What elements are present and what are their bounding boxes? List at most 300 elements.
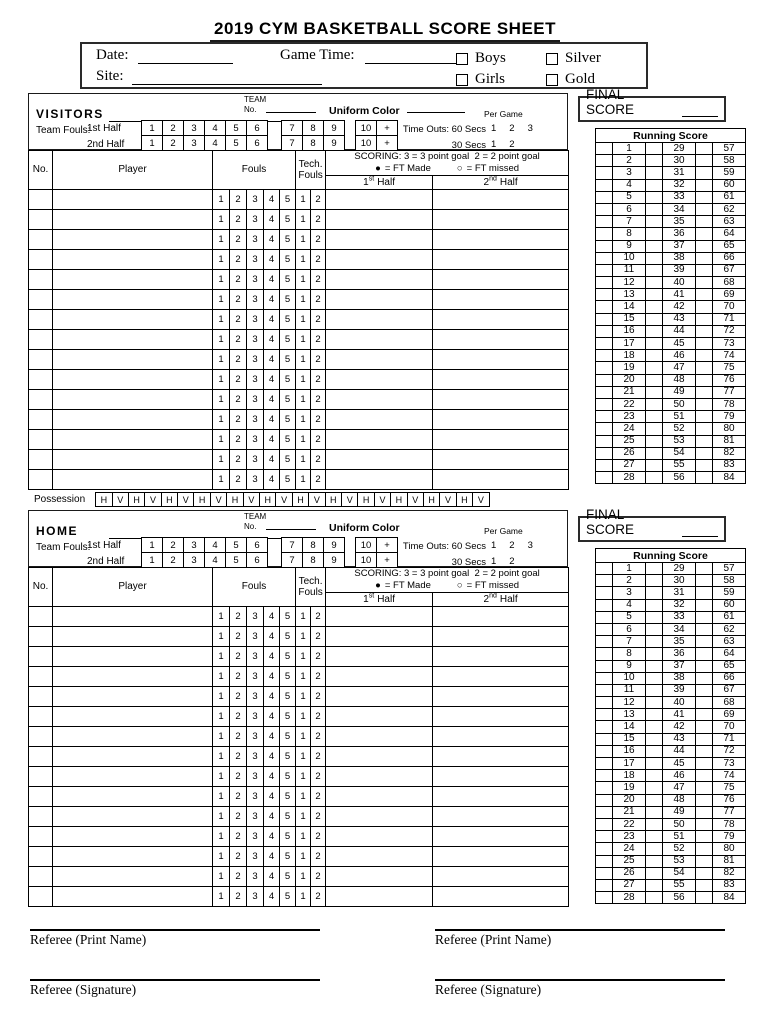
possession-cell[interactable]: H [226, 492, 243, 507]
running-score-mark-cell[interactable] [696, 143, 713, 155]
possession-cell[interactable]: V [439, 492, 456, 507]
running-score-mark-cell[interactable] [696, 338, 713, 350]
second-half-scoring-cell[interactable] [433, 746, 569, 766]
team-foul-number-cell[interactable]: 7 [281, 552, 303, 568]
player-name-cell[interactable] [53, 886, 213, 906]
team-foul-number-cell[interactable]: 2 [162, 135, 184, 151]
running-score-number[interactable]: 11 [613, 264, 646, 276]
tech-foul-number-cell[interactable]: 2 [311, 826, 326, 846]
player-number-cell[interactable] [29, 429, 53, 449]
tech-foul-number-cell[interactable]: 2 [311, 449, 326, 469]
running-score-number[interactable]: 65 [713, 240, 746, 252]
foul-number-cell[interactable]: 5 [280, 189, 296, 209]
team-foul-number-cell[interactable]: 4 [204, 120, 226, 136]
possession-cell[interactable]: H [95, 492, 112, 507]
first-half-scoring-cell[interactable] [326, 269, 433, 289]
player-number-cell[interactable] [29, 706, 53, 726]
player-number-cell[interactable] [29, 329, 53, 349]
running-score-mark-cell[interactable] [696, 660, 713, 672]
running-score-mark-cell[interactable] [696, 264, 713, 276]
foul-number-cell[interactable]: 5 [280, 666, 296, 686]
running-score-number[interactable]: 61 [713, 191, 746, 203]
running-score-mark-cell[interactable] [696, 252, 713, 264]
foul-number-cell[interactable]: 4 [264, 606, 280, 626]
foul-number-cell[interactable]: 5 [280, 886, 296, 906]
running-score-mark-cell[interactable] [646, 672, 663, 684]
possession-cell[interactable]: H [259, 492, 276, 507]
running-score-number[interactable]: 14 [613, 301, 646, 313]
running-score-mark-cell[interactable] [696, 398, 713, 410]
foul-number-cell[interactable]: 5 [280, 229, 296, 249]
timeout-number[interactable]: 3 [527, 123, 533, 134]
player-number-cell[interactable] [29, 726, 53, 746]
player-name-cell[interactable] [53, 289, 213, 309]
first-half-scoring-cell[interactable] [326, 806, 433, 826]
running-score-mark-cell[interactable] [696, 623, 713, 635]
running-score-number[interactable]: 46 [663, 770, 696, 782]
running-score-number[interactable]: 45 [663, 758, 696, 770]
first-half-scoring-cell[interactable] [326, 229, 433, 249]
second-half-scoring-cell[interactable] [433, 409, 569, 429]
running-score-mark-cell[interactable] [696, 770, 713, 782]
foul-number-cell[interactable]: 1 [213, 846, 230, 866]
running-score-mark-cell[interactable] [596, 697, 613, 709]
team-foul-number-cell[interactable]: 3 [183, 135, 205, 151]
first-half-scoring-cell[interactable] [326, 309, 433, 329]
running-score-mark-cell[interactable] [596, 472, 613, 484]
tech-foul-number-cell[interactable]: 1 [296, 369, 311, 389]
second-half-scoring-cell[interactable] [433, 806, 569, 826]
running-score-number[interactable]: 4 [613, 179, 646, 191]
running-score-number[interactable]: 68 [713, 277, 746, 289]
foul-number-cell[interactable]: 3 [247, 329, 264, 349]
running-score-number[interactable]: 15 [613, 313, 646, 325]
running-score-number[interactable]: 7 [613, 636, 646, 648]
running-score-mark-cell[interactable] [596, 228, 613, 240]
possession-cell[interactable]: V [177, 492, 194, 507]
running-score-mark-cell[interactable] [696, 721, 713, 733]
tech-foul-number-cell[interactable]: 2 [311, 429, 326, 449]
foul-number-cell[interactable]: 1 [213, 886, 230, 906]
running-score-mark-cell[interactable] [646, 155, 663, 167]
running-score-mark-cell[interactable] [696, 277, 713, 289]
foul-number-cell[interactable]: 2 [230, 209, 247, 229]
running-score-mark-cell[interactable] [696, 843, 713, 855]
foul-number-cell[interactable]: 2 [230, 469, 247, 489]
running-score-mark-cell[interactable] [646, 831, 663, 843]
running-score-mark-cell[interactable] [646, 867, 663, 879]
running-score-number[interactable]: 4 [613, 599, 646, 611]
first-half-scoring-cell[interactable] [326, 766, 433, 786]
foul-number-cell[interactable]: 1 [213, 866, 230, 886]
running-score-mark-cell[interactable] [646, 794, 663, 806]
running-score-mark-cell[interactable] [646, 599, 663, 611]
player-number-cell[interactable] [29, 626, 53, 646]
running-score-number[interactable]: 84 [713, 892, 746, 904]
tech-foul-number-cell[interactable]: 2 [311, 349, 326, 369]
running-score-mark-cell[interactable] [696, 179, 713, 191]
running-score-mark-cell[interactable] [596, 733, 613, 745]
running-score-mark-cell[interactable] [646, 423, 663, 435]
tech-foul-number-cell[interactable]: 2 [311, 746, 326, 766]
timeout-number[interactable]: 2 [509, 540, 515, 551]
first-half-scoring-cell[interactable] [326, 866, 433, 886]
running-score-number[interactable]: 44 [663, 745, 696, 757]
running-score-number[interactable]: 66 [713, 252, 746, 264]
running-score-mark-cell[interactable] [646, 143, 663, 155]
foul-number-cell[interactable]: 5 [280, 746, 296, 766]
foul-number-cell[interactable]: 4 [264, 866, 280, 886]
possession-cell[interactable]: V [243, 492, 260, 507]
foul-number-cell[interactable]: 4 [264, 389, 280, 409]
foul-number-cell[interactable]: 5 [280, 309, 296, 329]
running-score-number[interactable]: 77 [713, 806, 746, 818]
foul-number-cell[interactable]: 2 [230, 189, 247, 209]
running-score-number[interactable]: 61 [713, 611, 746, 623]
running-score-mark-cell[interactable] [646, 879, 663, 891]
foul-number-cell[interactable]: 2 [230, 606, 247, 626]
running-score-number[interactable]: 30 [663, 155, 696, 167]
player-name-cell[interactable] [53, 786, 213, 806]
team-foul-number-cell[interactable]: 5 [225, 135, 247, 151]
tech-foul-number-cell[interactable]: 1 [296, 826, 311, 846]
running-score-number[interactable]: 14 [613, 721, 646, 733]
tech-foul-number-cell[interactable]: 1 [296, 886, 311, 906]
first-half-scoring-cell[interactable] [326, 706, 433, 726]
foul-number-cell[interactable]: 2 [230, 369, 247, 389]
running-score-mark-cell[interactable] [646, 228, 663, 240]
running-score-number[interactable]: 52 [663, 843, 696, 855]
running-score-number[interactable]: 43 [663, 733, 696, 745]
player-name-cell[interactable] [53, 189, 213, 209]
foul-number-cell[interactable]: 4 [264, 289, 280, 309]
running-score-number[interactable]: 20 [613, 374, 646, 386]
team-foul-number-cell[interactable]: 4 [204, 537, 226, 553]
team-foul-number-cell[interactable]: 4 [204, 135, 226, 151]
team-foul-number-cell[interactable]: 10 [355, 120, 377, 136]
running-score-number[interactable]: 8 [613, 228, 646, 240]
player-number-cell[interactable] [29, 189, 53, 209]
foul-number-cell[interactable]: 3 [247, 429, 264, 449]
foul-number-cell[interactable]: 2 [230, 289, 247, 309]
tech-foul-number-cell[interactable]: 2 [311, 726, 326, 746]
first-half-scoring-cell[interactable] [326, 726, 433, 746]
foul-number-cell[interactable]: 1 [213, 329, 230, 349]
running-score-mark-cell[interactable] [596, 843, 613, 855]
second-half-scoring-cell[interactable] [433, 209, 569, 229]
tech-foul-number-cell[interactable]: 1 [296, 309, 311, 329]
running-score-number[interactable]: 41 [663, 709, 696, 721]
tech-foul-number-cell[interactable]: 1 [296, 746, 311, 766]
first-half-scoring-cell[interactable] [326, 289, 433, 309]
first-half-scoring-cell[interactable] [326, 826, 433, 846]
team-number-field[interactable] [266, 520, 316, 530]
foul-number-cell[interactable]: 2 [230, 806, 247, 826]
running-score-number[interactable]: 77 [713, 386, 746, 398]
foul-number-cell[interactable]: 2 [230, 686, 247, 706]
running-score-mark-cell[interactable] [596, 867, 613, 879]
foul-number-cell[interactable]: 3 [247, 349, 264, 369]
silver-checkbox[interactable] [546, 53, 558, 65]
running-score-number[interactable]: 80 [713, 423, 746, 435]
second-half-scoring-cell[interactable] [433, 349, 569, 369]
site-field[interactable] [132, 73, 322, 85]
running-score-mark-cell[interactable] [646, 782, 663, 794]
running-score-number[interactable]: 83 [713, 459, 746, 471]
player-name-cell[interactable] [53, 846, 213, 866]
foul-number-cell[interactable]: 3 [247, 309, 264, 329]
running-score-mark-cell[interactable] [596, 398, 613, 410]
foul-number-cell[interactable]: 5 [280, 429, 296, 449]
foul-number-cell[interactable]: 1 [213, 229, 230, 249]
running-score-number[interactable]: 67 [713, 264, 746, 276]
tech-foul-number-cell[interactable]: 2 [311, 249, 326, 269]
running-score-number[interactable]: 34 [663, 623, 696, 635]
foul-number-cell[interactable]: 3 [247, 189, 264, 209]
foul-number-cell[interactable]: 4 [264, 189, 280, 209]
running-score-number[interactable]: 49 [663, 806, 696, 818]
running-score-mark-cell[interactable] [596, 660, 613, 672]
running-score-number[interactable]: 9 [613, 660, 646, 672]
foul-number-cell[interactable]: 3 [247, 626, 264, 646]
tech-foul-number-cell[interactable]: 1 [296, 389, 311, 409]
running-score-mark-cell[interactable] [696, 855, 713, 867]
running-score-number[interactable]: 82 [713, 447, 746, 459]
foul-number-cell[interactable]: 2 [230, 309, 247, 329]
running-score-mark-cell[interactable] [596, 277, 613, 289]
running-score-mark-cell[interactable] [646, 575, 663, 587]
running-score-mark-cell[interactable] [646, 660, 663, 672]
tech-foul-number-cell[interactable]: 2 [311, 606, 326, 626]
running-score-mark-cell[interactable] [596, 423, 613, 435]
foul-number-cell[interactable]: 4 [264, 846, 280, 866]
second-half-scoring-cell[interactable] [433, 706, 569, 726]
running-score-number[interactable]: 32 [663, 599, 696, 611]
foul-number-cell[interactable]: 2 [230, 846, 247, 866]
foul-number-cell[interactable]: 2 [230, 349, 247, 369]
running-score-number[interactable]: 36 [663, 648, 696, 660]
running-score-mark-cell[interactable] [596, 745, 613, 757]
player-name-cell[interactable] [53, 209, 213, 229]
player-number-cell[interactable] [29, 309, 53, 329]
foul-number-cell[interactable]: 1 [213, 626, 230, 646]
running-score-number[interactable]: 26 [613, 867, 646, 879]
player-number-cell[interactable] [29, 349, 53, 369]
tech-foul-number-cell[interactable]: 1 [296, 806, 311, 826]
running-score-mark-cell[interactable] [646, 338, 663, 350]
running-score-number[interactable]: 44 [663, 325, 696, 337]
foul-number-cell[interactable]: 1 [213, 389, 230, 409]
player-name-cell[interactable] [53, 349, 213, 369]
game-time-field[interactable] [365, 52, 465, 64]
first-half-scoring-cell[interactable] [326, 449, 433, 469]
foul-number-cell[interactable]: 4 [264, 249, 280, 269]
foul-number-cell[interactable]: 3 [247, 786, 264, 806]
tech-foul-number-cell[interactable]: 1 [296, 469, 311, 489]
foul-number-cell[interactable]: 3 [247, 369, 264, 389]
running-score-number[interactable]: 28 [613, 472, 646, 484]
running-score-mark-cell[interactable] [696, 672, 713, 684]
running-score-number[interactable]: 73 [713, 338, 746, 350]
running-score-number[interactable]: 52 [663, 423, 696, 435]
running-score-number[interactable]: 2 [613, 575, 646, 587]
player-name-cell[interactable] [53, 686, 213, 706]
running-score-number[interactable]: 25 [613, 435, 646, 447]
tech-foul-number-cell[interactable]: 1 [296, 686, 311, 706]
running-score-number[interactable]: 50 [663, 818, 696, 830]
first-half-scoring-cell[interactable] [326, 249, 433, 269]
player-number-cell[interactable] [29, 209, 53, 229]
player-name-cell[interactable] [53, 826, 213, 846]
foul-number-cell[interactable]: 3 [247, 886, 264, 906]
tech-foul-number-cell[interactable]: 1 [296, 726, 311, 746]
foul-number-cell[interactable]: 1 [213, 646, 230, 666]
second-half-scoring-cell[interactable] [433, 429, 569, 449]
running-score-mark-cell[interactable] [696, 587, 713, 599]
running-score-number[interactable]: 72 [713, 745, 746, 757]
possession-cell[interactable]: V [210, 492, 227, 507]
foul-number-cell[interactable]: 3 [247, 806, 264, 826]
foul-number-cell[interactable]: 4 [264, 329, 280, 349]
running-score-mark-cell[interactable] [696, 794, 713, 806]
running-score-mark-cell[interactable] [596, 362, 613, 374]
running-score-mark-cell[interactable] [646, 398, 663, 410]
running-score-mark-cell[interactable] [646, 240, 663, 252]
foul-number-cell[interactable]: 4 [264, 806, 280, 826]
running-score-number[interactable]: 27 [613, 459, 646, 471]
running-score-mark-cell[interactable] [646, 758, 663, 770]
foul-number-cell[interactable]: 2 [230, 269, 247, 289]
timeout-number[interactable]: 1 [491, 540, 497, 551]
girls-checkbox[interactable] [456, 74, 468, 86]
running-score-mark-cell[interactable] [696, 599, 713, 611]
tech-foul-number-cell[interactable]: 2 [311, 666, 326, 686]
player-number-cell[interactable] [29, 866, 53, 886]
running-score-number[interactable]: 59 [713, 167, 746, 179]
running-score-number[interactable]: 12 [613, 697, 646, 709]
running-score-number[interactable]: 69 [713, 289, 746, 301]
player-name-cell[interactable] [53, 369, 213, 389]
tech-foul-number-cell[interactable]: 1 [296, 349, 311, 369]
timeout-number[interactable]: 1 [491, 139, 497, 150]
running-score-mark-cell[interactable] [596, 709, 613, 721]
player-name-cell[interactable] [53, 806, 213, 826]
running-score-mark-cell[interactable] [696, 435, 713, 447]
foul-number-cell[interactable]: 4 [264, 429, 280, 449]
foul-number-cell[interactable]: 1 [213, 686, 230, 706]
player-name-cell[interactable] [53, 309, 213, 329]
tech-foul-number-cell[interactable]: 2 [311, 626, 326, 646]
foul-number-cell[interactable]: 1 [213, 449, 230, 469]
tech-foul-number-cell[interactable]: 1 [296, 786, 311, 806]
running-score-number[interactable]: 18 [613, 770, 646, 782]
second-half-scoring-cell[interactable] [433, 666, 569, 686]
running-score-number[interactable]: 1 [613, 563, 646, 575]
team-foul-number-cell[interactable]: 8 [302, 135, 324, 151]
running-score-mark-cell[interactable] [646, 709, 663, 721]
running-score-number[interactable]: 78 [713, 398, 746, 410]
running-score-number[interactable]: 1 [613, 143, 646, 155]
foul-number-cell[interactable]: 1 [213, 369, 230, 389]
running-score-number[interactable]: 62 [713, 203, 746, 215]
running-score-mark-cell[interactable] [596, 684, 613, 696]
running-score-number[interactable]: 60 [713, 599, 746, 611]
running-score-mark-cell[interactable] [596, 623, 613, 635]
running-score-mark-cell[interactable] [596, 179, 613, 191]
running-score-mark-cell[interactable] [696, 892, 713, 904]
team-foul-number-cell[interactable]: 6 [246, 537, 268, 553]
team-foul-number-cell[interactable]: 10 [355, 135, 377, 151]
running-score-mark-cell[interactable] [696, 831, 713, 843]
running-score-number[interactable]: 47 [663, 782, 696, 794]
running-score-mark-cell[interactable] [596, 648, 613, 660]
running-score-mark-cell[interactable] [596, 855, 613, 867]
foul-number-cell[interactable]: 3 [247, 746, 264, 766]
running-score-number[interactable]: 3 [613, 587, 646, 599]
foul-number-cell[interactable]: 1 [213, 806, 230, 826]
running-score-number[interactable]: 10 [613, 252, 646, 264]
running-score-number[interactable]: 41 [663, 289, 696, 301]
running-score-number[interactable]: 35 [663, 216, 696, 228]
player-name-cell[interactable] [53, 269, 213, 289]
foul-number-cell[interactable]: 1 [213, 766, 230, 786]
running-score-number[interactable]: 57 [713, 143, 746, 155]
player-name-cell[interactable] [53, 746, 213, 766]
running-score-number[interactable]: 22 [613, 398, 646, 410]
foul-number-cell[interactable]: 5 [280, 369, 296, 389]
foul-number-cell[interactable]: 1 [213, 269, 230, 289]
foul-number-cell[interactable]: 4 [264, 726, 280, 746]
foul-number-cell[interactable]: 2 [230, 786, 247, 806]
running-score-mark-cell[interactable] [596, 386, 613, 398]
running-score-mark-cell[interactable] [646, 472, 663, 484]
running-score-mark-cell[interactable] [696, 447, 713, 459]
first-half-scoring-cell[interactable] [326, 786, 433, 806]
tech-foul-number-cell[interactable]: 1 [296, 229, 311, 249]
running-score-number[interactable]: 46 [663, 350, 696, 362]
foul-number-cell[interactable]: 3 [247, 646, 264, 666]
team-foul-number-cell[interactable]: 3 [183, 120, 205, 136]
running-score-mark-cell[interactable] [696, 648, 713, 660]
foul-number-cell[interactable]: 4 [264, 469, 280, 489]
second-half-scoring-cell[interactable] [433, 686, 569, 706]
running-score-number[interactable]: 53 [663, 855, 696, 867]
player-number-cell[interactable] [29, 369, 53, 389]
running-score-mark-cell[interactable] [596, 806, 613, 818]
running-score-mark-cell[interactable] [646, 411, 663, 423]
running-score-mark-cell[interactable] [646, 892, 663, 904]
running-score-mark-cell[interactable] [696, 216, 713, 228]
foul-number-cell[interactable]: 3 [247, 766, 264, 786]
foul-number-cell[interactable]: 4 [264, 746, 280, 766]
running-score-number[interactable]: 43 [663, 313, 696, 325]
first-half-scoring-cell[interactable] [326, 646, 433, 666]
second-half-scoring-cell[interactable] [433, 866, 569, 886]
player-number-cell[interactable] [29, 646, 53, 666]
running-score-mark-cell[interactable] [596, 143, 613, 155]
foul-number-cell[interactable]: 2 [230, 746, 247, 766]
first-half-scoring-cell[interactable] [326, 389, 433, 409]
team-foul-number-cell[interactable]: 8 [302, 552, 324, 568]
running-score-mark-cell[interactable] [646, 818, 663, 830]
foul-number-cell[interactable]: 1 [213, 666, 230, 686]
foul-number-cell[interactable]: 5 [280, 409, 296, 429]
running-score-number[interactable]: 80 [713, 843, 746, 855]
running-score-number[interactable]: 40 [663, 697, 696, 709]
running-score-mark-cell[interactable] [646, 636, 663, 648]
tech-foul-number-cell[interactable]: 2 [311, 646, 326, 666]
tech-foul-number-cell[interactable]: 2 [311, 806, 326, 826]
